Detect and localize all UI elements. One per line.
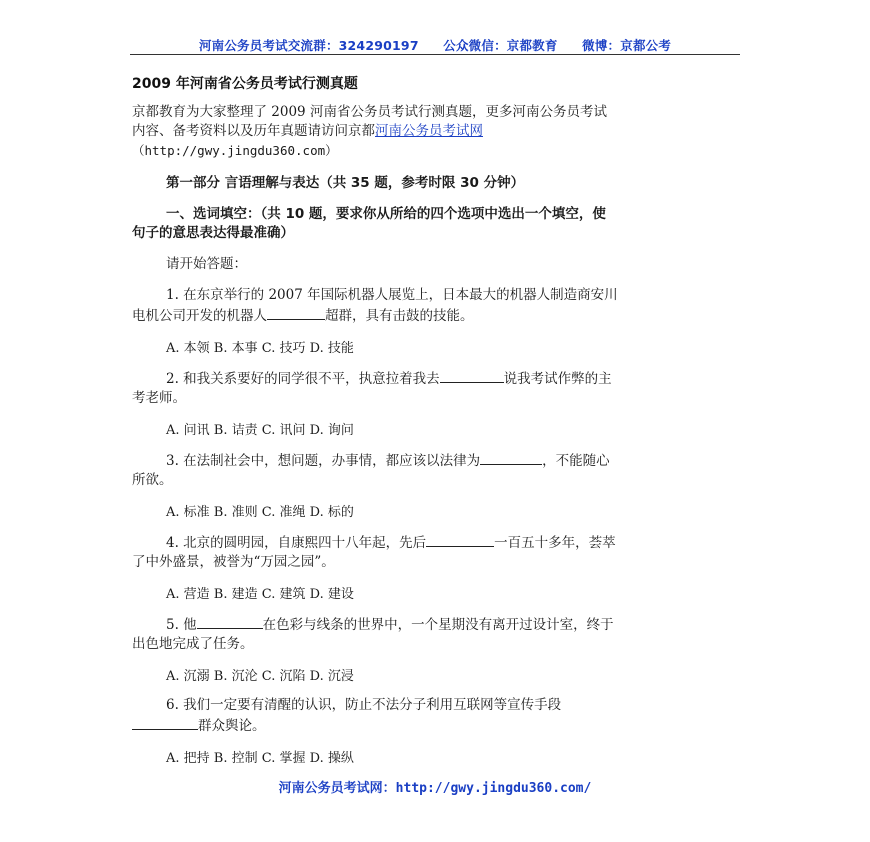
intro-line-2-text: 内容、备考资料以及历年真题请访问京都 bbox=[132, 123, 375, 139]
footer-label: 河南公务员考试网： bbox=[278, 781, 396, 796]
question-1-text-end: 超群，具有击鼓的技能。 bbox=[325, 308, 474, 324]
question-1-options: A. 本领 B. 本事 C. 技巧 D. 技能 bbox=[166, 341, 354, 356]
question-2-blank bbox=[440, 368, 504, 383]
question-2-text-end: 说我考试作弊的主 bbox=[503, 371, 612, 387]
question-3 bbox=[132, 450, 738, 490]
start-prompt: 请开始答题： bbox=[166, 256, 247, 272]
question-2-text: 2. 和我关系要好的同学很不平，执意拉着我去 bbox=[166, 371, 440, 387]
question-5-text-end: 在色彩与线条的世界中，一个星期没有离开过设计室，终于 bbox=[262, 617, 614, 633]
page-header bbox=[130, 36, 740, 55]
header-wechat: 公众微信：京都教育 bbox=[443, 38, 558, 53]
exam-site-link[interactable]: 河南公务员考试网 bbox=[375, 123, 483, 139]
section-heading-line-2: 句子的意思表达得最准确） bbox=[132, 225, 294, 241]
question-6-options: A. 把持 B. 控制 C. 掌握 D. 操纵 bbox=[166, 751, 354, 766]
question-4-text-end: 一百五十多年，荟萃 bbox=[494, 535, 616, 551]
question-2-line-1 bbox=[132, 368, 738, 389]
question-3-line-1 bbox=[132, 450, 738, 471]
question-2-line-2: 考老师。 bbox=[132, 390, 186, 406]
question-4-line-1 bbox=[132, 532, 738, 553]
question-4-options: A. 营造 B. 建造 C. 建筑 D. 建设 bbox=[166, 587, 354, 602]
question-2-options: A. 问讯 B. 诘责 C. 讯问 D. 询问 bbox=[166, 423, 354, 438]
section-heading-line-1: 一、选词填空：（共 10 题，要求你从所给的四个选项中选出一个填空，使 bbox=[166, 206, 606, 222]
question-6-text-end: 群众舆论。 bbox=[198, 718, 266, 734]
part-heading: 第一部分 言语理解与表达（共 35 题，参考时限 30 分钟） bbox=[166, 175, 525, 191]
question-3-blank bbox=[480, 450, 542, 465]
page-footer bbox=[0, 777, 870, 796]
question-4-line-2: 了中外盛景，被誉为“万园之园”。 bbox=[132, 554, 335, 570]
question-1-blank bbox=[267, 305, 325, 320]
intro-url[interactable]: （http://gwy.jingdu360.com） bbox=[132, 143, 338, 158]
question-4-blank bbox=[426, 532, 494, 547]
question-5-blank bbox=[197, 614, 263, 629]
section-heading bbox=[132, 205, 738, 243]
intro-line-2 bbox=[132, 122, 738, 141]
question-5-line-2: 出色地完成了任务。 bbox=[132, 636, 254, 652]
question-3-options: A. 标准 B. 准则 C. 准绳 D. 标的 bbox=[166, 505, 354, 520]
question-3-line-2: 所欲。 bbox=[132, 472, 173, 488]
question-1-text: 电机公司开发的机器人 bbox=[132, 308, 267, 324]
question-5-text: 5. 他 bbox=[166, 617, 197, 633]
header-weibo: 微博：京都公考 bbox=[582, 38, 672, 53]
question-6-line-2 bbox=[132, 715, 738, 736]
question-3-text-end: ，不能随心 bbox=[542, 453, 610, 469]
question-1-line-1: 1. 在东京举行的 2007 年国际机器人展览上，日本最大的机器人制造商安川 bbox=[166, 287, 618, 303]
question-5-line-1 bbox=[132, 614, 738, 635]
question-6 bbox=[132, 696, 738, 736]
question-1 bbox=[132, 286, 738, 326]
question-4-text: 4. 北京的圆明园，自康熙四十八年起，先后 bbox=[166, 535, 427, 551]
question-6-line-1: 6. 我们一定要有清醒的认识，防止不法分子利用互联网等宣传手段 bbox=[166, 697, 562, 713]
header-qq-group: 河南公务员考试交流群：324290197 bbox=[198, 38, 419, 53]
document-title: 2009 年河南省公务员考试行测真题 bbox=[132, 76, 358, 92]
question-3-text: 3. 在法制社会中，想问题，办事情，都应该以法律为 bbox=[166, 453, 481, 469]
intro-line-1: 京都教育为大家整理了 2009 河南省公务员考试行测真题，更多河南公务员考试 bbox=[132, 104, 607, 120]
question-5 bbox=[132, 614, 738, 654]
question-6-blank bbox=[132, 715, 198, 730]
question-2 bbox=[132, 368, 738, 408]
question-1-line-2 bbox=[132, 305, 738, 326]
intro-paragraph bbox=[132, 103, 738, 160]
question-4 bbox=[132, 532, 738, 572]
footer-url[interactable]: http://gwy.jingdu360.com/ bbox=[395, 781, 592, 796]
question-5-options: A. 沉溺 B. 沉沦 C. 沉陷 D. 沉浸 bbox=[166, 669, 354, 684]
